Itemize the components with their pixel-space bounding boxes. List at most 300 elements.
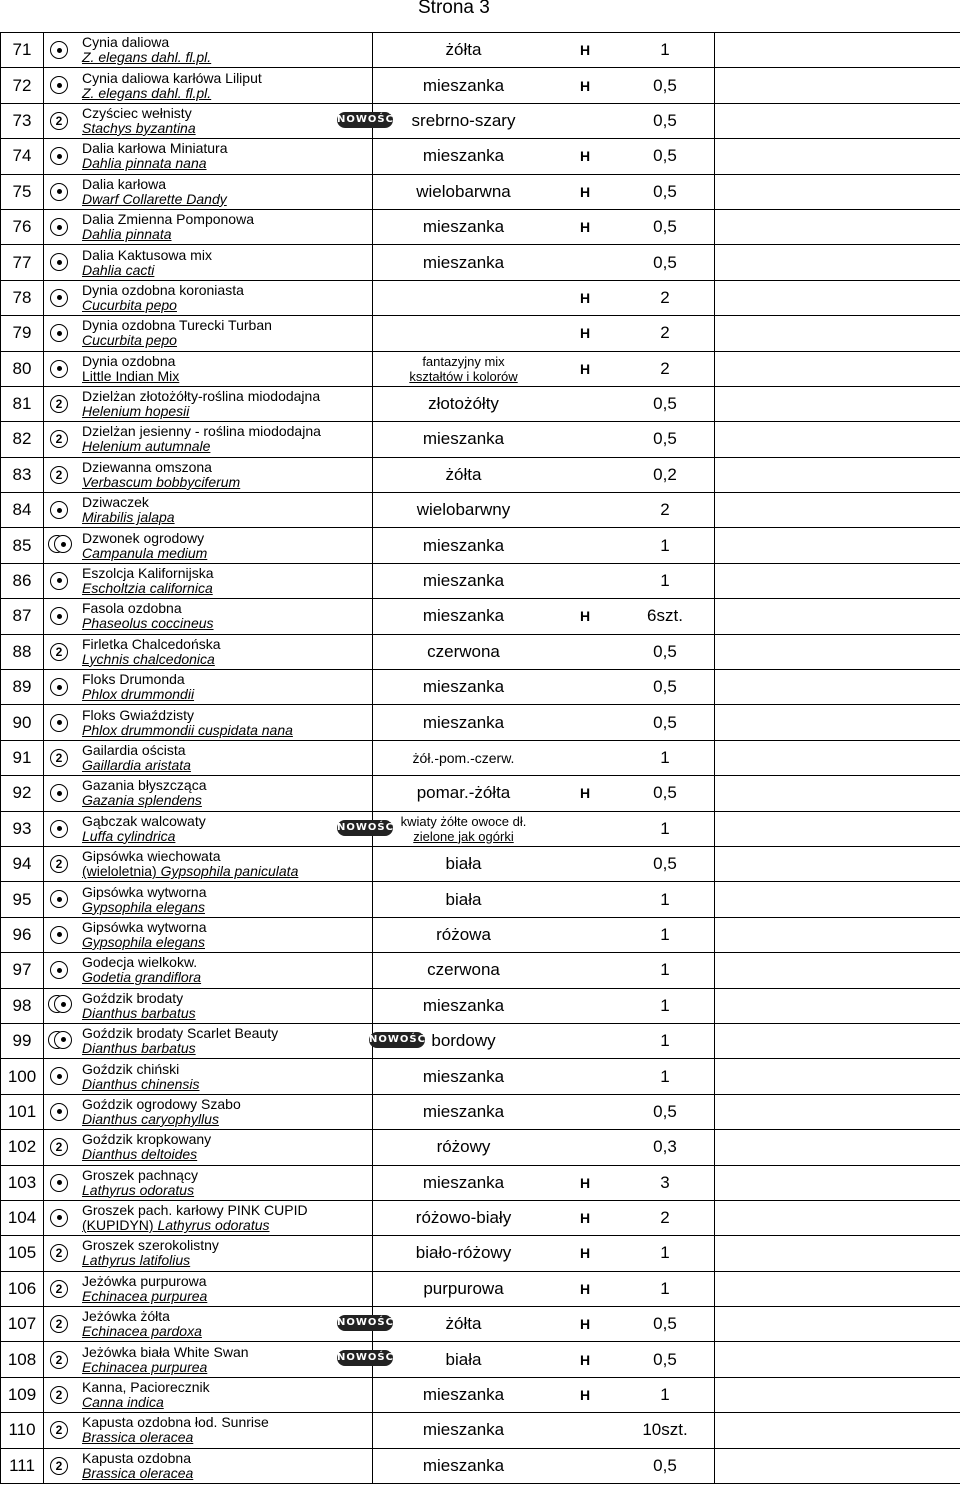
item-number: 85 <box>1 528 44 563</box>
item-number: 81 <box>1 386 44 421</box>
plant-latin-name <box>82 687 372 702</box>
table-row <box>1 1130 960 1165</box>
lifecycle-icon-cell <box>44 457 75 492</box>
order-cell[interactable] <box>715 1059 960 1094</box>
plant-latin-name <box>82 1147 372 1162</box>
h-marker <box>554 988 616 1023</box>
color-note-line1: fantazyjny mix <box>422 353 505 369</box>
flower-color <box>373 68 555 103</box>
latin-text: Canna indica <box>82 1394 164 1411</box>
annual-icon <box>50 76 68 94</box>
lifecycle-icon-cell <box>44 776 75 811</box>
package-quantity: 1 <box>616 917 715 952</box>
color-text: mieszanka <box>422 995 505 1015</box>
flower-color <box>373 1165 555 1200</box>
latin-text: Z. elegans dahl. fl.pl. <box>82 84 212 101</box>
color-text: mieszanka <box>422 429 505 449</box>
lifecycle-icon-cell <box>44 280 75 315</box>
item-number: 108 <box>1 1342 44 1377</box>
color-text: biała <box>445 854 482 874</box>
color-text: pomar.-żółta <box>416 783 511 803</box>
plant-description <box>74 280 373 315</box>
h-marker <box>554 1094 616 1129</box>
package-quantity: 0,5 <box>616 386 715 421</box>
latin-text: Gaillardia aristata <box>82 757 191 773</box>
lifecycle-icon-cell <box>44 917 75 952</box>
plant-name: Godecja wielkokw. <box>82 954 198 971</box>
latin-text: Gypsophila paniculata <box>160 863 299 880</box>
table-row <box>1 386 960 421</box>
plant-description <box>74 1377 373 1412</box>
table-row <box>1 1200 960 1235</box>
item-number: 93 <box>1 811 44 846</box>
item-number: 100 <box>1 1059 44 1094</box>
latin-text: Gazania splendens <box>82 792 202 809</box>
flower-color <box>373 1200 555 1235</box>
item-number: 107 <box>1 1307 44 1342</box>
flower-color <box>373 1271 555 1306</box>
table-row <box>1 493 960 528</box>
table-row <box>1 1448 960 1483</box>
order-cell[interactable] <box>715 953 960 988</box>
plant-description <box>74 1200 373 1235</box>
latin-text: Z. elegans dahl. fl.pl. <box>82 49 212 66</box>
item-number: 111 <box>1 1448 44 1483</box>
order-cell[interactable] <box>715 1130 960 1165</box>
order-cell[interactable] <box>715 493 960 528</box>
color-text: wielobarwna <box>416 181 511 201</box>
lifecycle-icon-cell <box>44 1165 75 1200</box>
table-row <box>1 1059 960 1094</box>
package-quantity: 0,5 <box>616 634 715 669</box>
order-cell[interactable] <box>715 422 960 457</box>
lifecycle-icon-cell <box>44 1059 75 1094</box>
lifecycle-icon-cell <box>44 1236 75 1271</box>
color-text: mieszanka <box>422 606 505 626</box>
plant-latin-name <box>82 333 372 348</box>
h-marker <box>554 386 616 421</box>
annual-icon <box>50 1209 68 1227</box>
package-quantity: 0,5 <box>616 705 715 740</box>
item-number: 84 <box>1 493 44 528</box>
item-number: 95 <box>1 882 44 917</box>
lifecycle-icon-cell <box>44 988 75 1023</box>
lifecycle-icon-cell <box>44 634 75 669</box>
plant-name: Goździk brodaty <box>82 989 184 1006</box>
h-marker: H <box>554 1236 616 1271</box>
plant-description <box>74 245 373 280</box>
plant-name: Jeżówka biała White Swan <box>82 1343 249 1360</box>
color-text: mieszanka <box>422 535 505 555</box>
order-cell[interactable] <box>715 988 960 1023</box>
plant-latin-name <box>82 970 372 985</box>
table-row <box>1 917 960 952</box>
annual-icon <box>50 784 68 802</box>
plant-latin-name <box>82 864 372 879</box>
latin-text: Echinacea pardoxa <box>82 1323 202 1340</box>
package-quantity: 0,5 <box>616 245 715 280</box>
plant-description <box>74 670 373 705</box>
item-number: 77 <box>1 245 44 280</box>
package-quantity: 0,5 <box>616 209 715 244</box>
order-cell[interactable] <box>715 776 960 811</box>
order-cell[interactable] <box>715 846 960 881</box>
order-cell[interactable] <box>715 634 960 669</box>
lifecycle-icon-cell <box>44 245 75 280</box>
color-text: różowa <box>436 924 491 944</box>
order-cell[interactable] <box>715 174 960 209</box>
latin-text: Helenium hopesii <box>82 403 190 420</box>
lifecycle-icon-cell <box>44 1342 75 1377</box>
package-quantity: 1 <box>616 740 715 775</box>
package-quantity: 0,5 <box>616 174 715 209</box>
plant-latin-name <box>82 439 372 454</box>
lifecycle-icon-cell <box>44 1023 75 1058</box>
annual-icon <box>50 253 68 271</box>
order-cell[interactable] <box>715 1342 960 1377</box>
plant-name: Dziewanna omszona <box>82 458 212 475</box>
latin-text: Dahlia cacti <box>82 261 155 278</box>
plant-description <box>74 68 373 103</box>
plant-description <box>74 316 373 351</box>
h-marker: H <box>554 209 616 244</box>
table-row <box>1 33 960 68</box>
flower-color <box>373 245 555 280</box>
color-note-line1: kwiaty żółte owoce dł. <box>400 813 527 829</box>
latin-text: Dwarf Collarette Dandy <box>82 190 227 207</box>
latin-text: Dianthus barbatus <box>82 1004 196 1021</box>
order-cell[interactable] <box>715 68 960 103</box>
h-marker <box>554 245 616 280</box>
order-cell[interactable] <box>715 917 960 952</box>
color-text: mieszanka <box>422 75 505 95</box>
plant-description <box>74 351 373 386</box>
color-text: biało-różowy <box>415 1243 512 1263</box>
color-text: mieszanka <box>422 1101 505 1121</box>
order-cell[interactable] <box>715 245 960 280</box>
package-quantity: 1 <box>616 1059 715 1094</box>
package-quantity: 1 <box>616 528 715 563</box>
package-quantity: 1 <box>616 953 715 988</box>
table-row <box>1 776 960 811</box>
flower-color <box>373 1094 555 1129</box>
table-row <box>1 1094 960 1129</box>
plant-name: Dalia Zmienna Pomponowa <box>82 211 254 228</box>
color-text: mieszanka <box>422 1385 505 1405</box>
plant-description <box>74 386 373 421</box>
order-cell[interactable] <box>715 1236 960 1271</box>
order-cell[interactable] <box>715 457 960 492</box>
plant-name: Kapusta ozdobna łod. Sunrise <box>82 1414 269 1431</box>
plant-latin-name <box>82 581 372 596</box>
table-row <box>1 174 960 209</box>
color-text: mieszanka <box>422 1420 505 1440</box>
flower-color <box>373 705 555 740</box>
new-badge: NOWOŚĆ <box>337 820 393 836</box>
order-cell[interactable] <box>715 811 960 846</box>
latin-text: Dianthus barbatus <box>82 1040 196 1057</box>
order-cell[interactable] <box>715 528 960 563</box>
item-number: 97 <box>1 953 44 988</box>
plant-description <box>74 1271 373 1306</box>
order-cell[interactable] <box>715 1377 960 1412</box>
order-cell[interactable] <box>715 599 960 634</box>
plant-name: Gipsówka wytworna <box>82 883 207 900</box>
lifecycle-icon-cell <box>44 705 75 740</box>
table-row <box>1 528 960 563</box>
item-number: 87 <box>1 599 44 634</box>
new-badge: NOWOŚĆ <box>337 112 393 128</box>
flower-color <box>373 351 555 386</box>
plant-latin-name <box>82 793 372 808</box>
plant-description <box>74 1307 373 1342</box>
plant-description <box>74 1165 373 1200</box>
order-cell[interactable] <box>715 209 960 244</box>
order-cell[interactable] <box>715 139 960 174</box>
plant-name: Dzwonek ogrodowy <box>82 529 205 546</box>
latin-text: Dianthus chinensis <box>82 1075 200 1092</box>
plant-latin-name <box>82 1360 372 1375</box>
plant-latin-name <box>82 829 372 844</box>
latin-text: Gypsophila elegans <box>82 933 205 950</box>
plant-description <box>74 1236 373 1271</box>
plant-latin-name <box>82 1041 372 1056</box>
plant-latin-name <box>82 227 372 242</box>
order-cell[interactable] <box>715 351 960 386</box>
order-cell[interactable] <box>715 563 960 598</box>
latin-text: Escholtzia californica <box>82 580 213 597</box>
lifecycle-icon-cell <box>44 33 75 68</box>
table-row <box>1 882 960 917</box>
plant-name: Eszolcja Kalifornijska <box>82 565 214 582</box>
color-note-line2: kształtów i kolorów <box>409 368 518 384</box>
h-marker <box>554 1023 616 1058</box>
order-cell[interactable] <box>715 1023 960 1058</box>
h-marker <box>554 740 616 775</box>
plant-name: Goździk brodaty Scarlet Beauty <box>82 1025 279 1042</box>
annual-icon <box>50 926 68 944</box>
perennial-icon <box>50 749 68 767</box>
lifecycle-icon-cell <box>44 1448 75 1483</box>
flower-color <box>373 1059 555 1094</box>
table-row <box>1 209 960 244</box>
h-marker <box>554 634 616 669</box>
color-text: żół.-pom.-czerw. <box>412 750 515 766</box>
lifecycle-icon-cell <box>44 670 75 705</box>
item-number: 105 <box>1 1236 44 1271</box>
perennial-icon <box>50 430 68 448</box>
annual-icon <box>50 1067 68 1085</box>
item-number: 103 <box>1 1165 44 1200</box>
order-cell[interactable] <box>715 1307 960 1342</box>
table-row <box>1 68 960 103</box>
order-cell[interactable] <box>715 280 960 315</box>
lifecycle-icon-cell <box>44 1271 75 1306</box>
item-number: 78 <box>1 280 44 315</box>
plant-name: Gipsówka wytworna <box>82 918 207 935</box>
lifecycle-icon-cell <box>44 139 75 174</box>
perennial-icon <box>50 1421 68 1439</box>
package-quantity: 0,5 <box>616 670 715 705</box>
color-text: biała <box>445 1349 482 1369</box>
flower-color <box>337 1307 555 1342</box>
latin-text: Gypsophila elegans <box>82 898 205 915</box>
flower-color <box>373 209 555 244</box>
plant-latin-name <box>82 475 372 490</box>
flower-color <box>373 670 555 705</box>
h-marker <box>554 705 616 740</box>
lifecycle-icon-cell <box>44 68 75 103</box>
perennial-icon <box>50 395 68 413</box>
plant-description <box>74 528 373 563</box>
color-text: mieszanka <box>422 677 505 697</box>
latin-text: Cucurbita pepo <box>82 296 177 313</box>
plant-name: Goździk chiński <box>82 1060 180 1077</box>
order-cell[interactable] <box>715 386 960 421</box>
table-row <box>1 1023 960 1058</box>
lifecycle-icon-cell <box>44 422 75 457</box>
package-quantity: 0,5 <box>616 1094 715 1129</box>
lifecycle-icon-cell <box>44 563 75 598</box>
color-text: żółta <box>445 40 482 60</box>
plant-description <box>74 1130 373 1165</box>
lifecycle-icon-cell <box>44 209 75 244</box>
h-marker: H <box>554 68 616 103</box>
flower-color <box>373 1377 555 1412</box>
order-cell[interactable] <box>715 705 960 740</box>
plant-latin-name <box>82 1183 372 1198</box>
package-quantity: 0,5 <box>616 103 715 138</box>
order-cell[interactable] <box>715 1200 960 1235</box>
order-cell[interactable] <box>715 670 960 705</box>
latin-text: Dianthus deltoides <box>82 1146 198 1163</box>
order-cell[interactable] <box>715 1413 960 1448</box>
item-number: 94 <box>1 846 44 881</box>
table-row <box>1 351 960 386</box>
package-quantity: 1 <box>616 1377 715 1412</box>
lifecycle-icon-cell <box>44 386 75 421</box>
package-quantity: 0,5 <box>616 139 715 174</box>
order-cell[interactable] <box>715 740 960 775</box>
table-row <box>1 599 960 634</box>
biennial-icon <box>48 535 70 551</box>
annual-icon <box>50 820 68 838</box>
plant-description <box>74 457 373 492</box>
plant-name: Jeżówka purpurowa <box>82 1272 207 1289</box>
package-quantity: 6szt. <box>616 599 715 634</box>
plant-description <box>74 705 373 740</box>
color-text: żółta <box>445 464 482 484</box>
plant-name: Dzielżan jesienny - roślina miododajna <box>82 423 321 440</box>
new-badge: NOWOŚĆ <box>337 1350 393 1366</box>
package-quantity: 0,5 <box>616 422 715 457</box>
perennial-icon <box>50 643 68 661</box>
order-cell[interactable] <box>715 103 960 138</box>
table-row <box>1 634 960 669</box>
h-marker <box>554 493 616 528</box>
annual-icon <box>50 714 68 732</box>
plant-latin-name <box>82 1077 372 1092</box>
item-number: 96 <box>1 917 44 952</box>
latin-text: Mirabilis jalapa <box>82 509 175 526</box>
order-cell[interactable] <box>715 1165 960 1200</box>
perennial-icon <box>50 1138 68 1156</box>
color-text: purpurowa <box>423 1278 504 1298</box>
h-marker <box>554 670 616 705</box>
order-cell[interactable] <box>715 1094 960 1129</box>
perennial-icon <box>50 1351 68 1369</box>
flower-color <box>373 422 555 457</box>
h-marker: H <box>554 1271 616 1306</box>
color-text: żółta <box>445 1314 482 1334</box>
h-marker <box>554 1448 616 1483</box>
flower-color <box>373 174 555 209</box>
item-number: 79 <box>1 316 44 351</box>
plant-latin-name <box>82 723 372 738</box>
plant-latin-name <box>82 935 372 950</box>
item-number: 74 <box>1 139 44 174</box>
package-quantity: 1 <box>616 882 715 917</box>
latin-text: Lychnis chalcedonica <box>82 650 215 667</box>
flower-color <box>373 882 555 917</box>
color-text: mieszanka <box>422 1455 505 1475</box>
plant-description <box>74 1342 373 1377</box>
plant-latin-name <box>82 1466 372 1481</box>
flower-color <box>337 1342 555 1377</box>
annual-icon <box>50 147 68 165</box>
plant-description <box>74 1059 373 1094</box>
order-cell[interactable] <box>715 316 960 351</box>
flower-color <box>373 1448 555 1483</box>
color-text: czerwona <box>427 960 500 980</box>
annual-icon <box>50 360 68 378</box>
item-number: 73 <box>1 103 44 138</box>
h-marker: H <box>554 1165 616 1200</box>
plant-description <box>74 1094 373 1129</box>
plant-description <box>74 103 373 138</box>
flower-color <box>373 1413 555 1448</box>
flower-color <box>373 846 555 881</box>
item-number: 106 <box>1 1271 44 1306</box>
flower-color <box>337 811 555 846</box>
plant-latin-name <box>82 900 372 915</box>
perennial-icon <box>50 1386 68 1404</box>
item-number: 82 <box>1 422 44 457</box>
latin-text: Lathyrus odoratus <box>82 1181 195 1198</box>
table-row <box>1 1165 960 1200</box>
color-text: mieszanka <box>422 217 505 237</box>
plant-latin-name <box>82 369 372 384</box>
table-row <box>1 1307 960 1342</box>
plant-name: Groszek pach. karłowy PINK CUPID <box>82 1202 308 1219</box>
order-cell[interactable] <box>715 33 960 68</box>
plant-name: Floks Gwiaździsty <box>82 706 195 723</box>
plant-name: Gąbczak walcowaty <box>82 812 206 829</box>
package-quantity: 0,5 <box>616 846 715 881</box>
latin-text: Cucurbita pepo <box>82 332 177 349</box>
plant-latin-name <box>82 86 372 101</box>
flower-color <box>373 776 555 811</box>
flower-color <box>373 139 555 174</box>
lifecycle-icon-cell <box>44 740 75 775</box>
latin-text: Phlox drummondii cuspidata nana <box>82 721 293 738</box>
order-cell[interactable] <box>715 1448 960 1483</box>
order-cell[interactable] <box>715 1271 960 1306</box>
package-quantity: 0,5 <box>616 68 715 103</box>
order-cell[interactable] <box>715 882 960 917</box>
package-quantity: 1 <box>616 563 715 598</box>
latin-text: Luffa cylindrica <box>82 827 176 844</box>
